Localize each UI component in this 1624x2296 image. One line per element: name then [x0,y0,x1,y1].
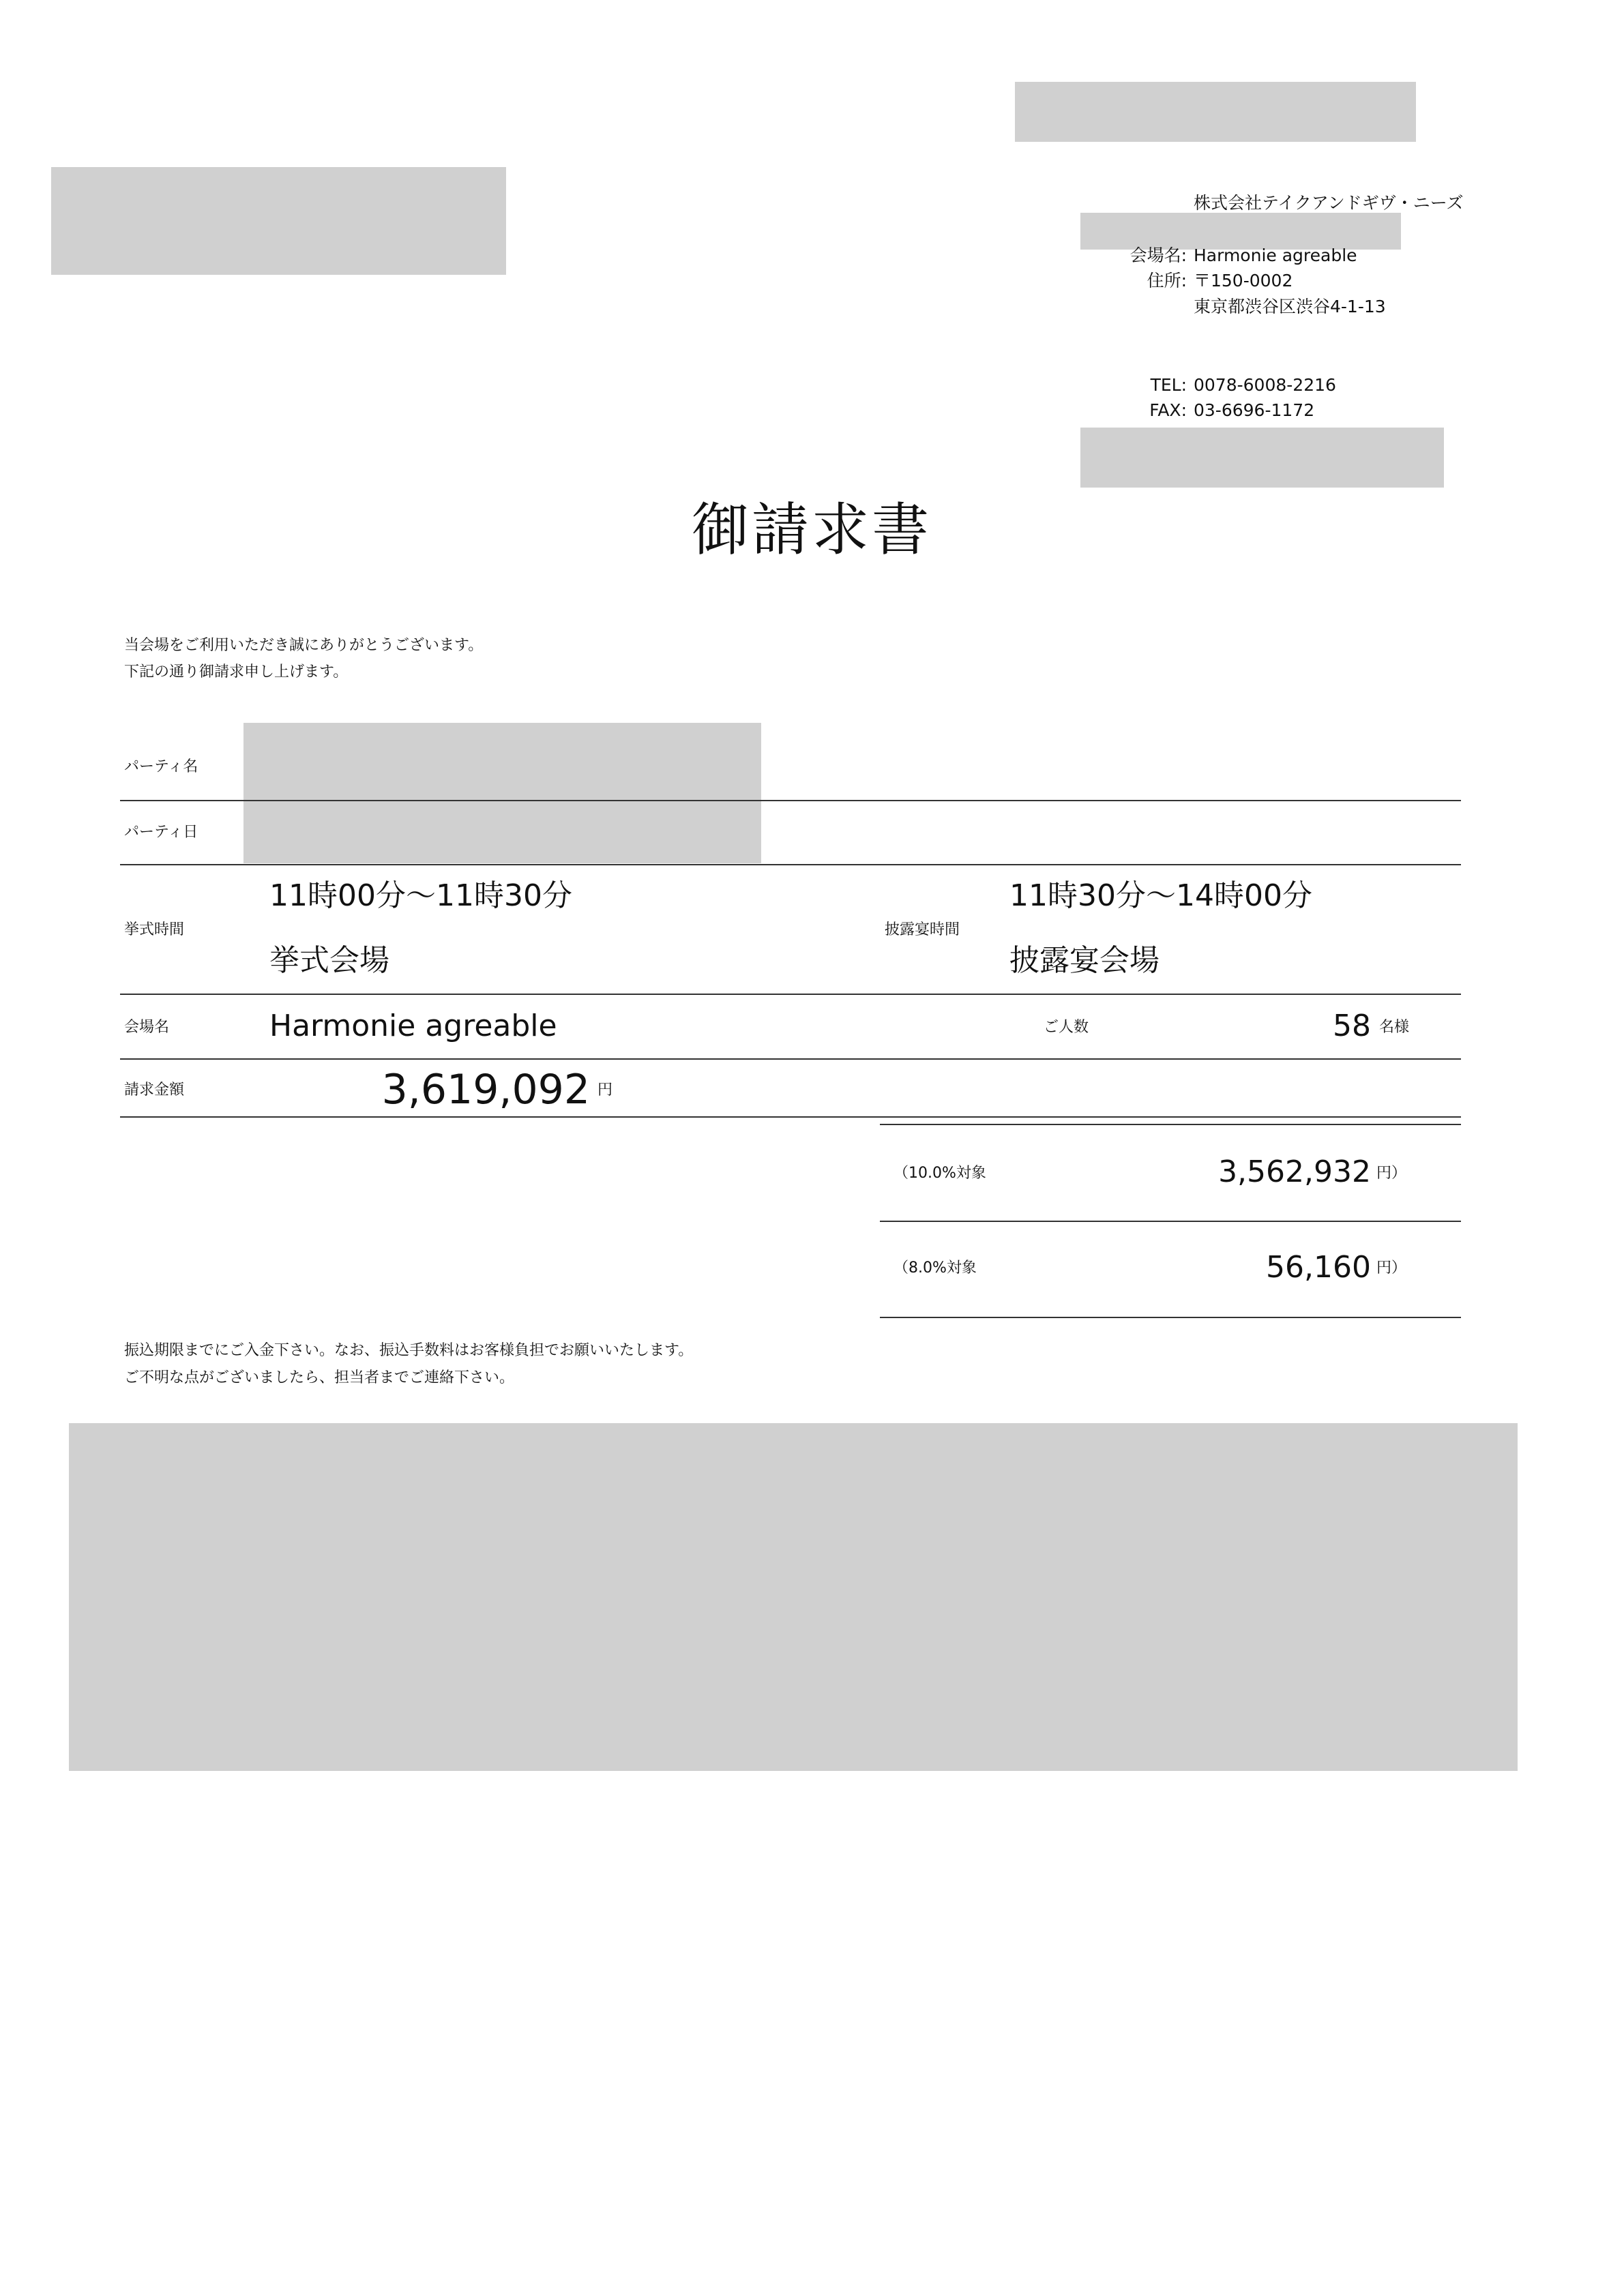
sender-address: 東京都渋谷区渋谷4-1-13 [1194,297,1386,316]
tax-8-label: （8.0%対象 [894,1259,977,1277]
ceremony-time-label: 挙式時間 [124,921,185,938]
amount-label: 請求金額 [124,1082,185,1099]
party-date-label: パーティ日 [124,824,198,841]
tax-10-unit: 円） [1376,1165,1407,1182]
tax-divider [880,1124,1461,1125]
redacted-block-top-right [1015,82,1416,142]
redacted-block-sender-bottom [1080,428,1444,488]
venue-label: 会場名 [124,1019,170,1036]
note-line-2: ご不明な点がございましたら、担当者までご連絡下さい。 [124,1369,515,1386]
table-divider [120,800,1461,801]
tax-divider [880,1221,1461,1222]
redacted-block-bottom [69,1423,1518,1771]
reception-time: 11時30分～14時00分 [1009,878,1312,913]
guests-value: 58 [1333,1009,1371,1043]
ceremony-time: 11時00分～11時30分 [269,878,572,913]
amount-unit: 円 [597,1082,613,1099]
table-divider [120,1058,1461,1060]
guests-unit: 名様 [1379,1019,1410,1036]
guests-label: ご人数 [1044,1019,1089,1036]
reception-place: 披露宴会場 [1009,943,1160,978]
venue-value: Harmonie agreable [269,1009,557,1043]
sender-company: 株式会社テイクアンドギヴ・ニーズ [1194,193,1464,213]
tax-divider [880,1317,1461,1318]
tax-8-value: 56,160 [1266,1250,1371,1285]
sender-tel-label: TEL: [1150,375,1187,395]
sender-fax-label: FAX: [1149,400,1187,420]
table-divider [120,864,1461,865]
sender-fax: 03-6696-1172 [1194,400,1315,420]
table-divider [120,1116,1461,1118]
redacted-block-sender-line [1080,213,1401,250]
sender-address-label: 住所: [1147,271,1187,290]
document-title: 御請求書 [691,496,932,563]
table-divider [120,994,1461,995]
note-line-1: 振込期限までにご入金下さい。なお、振込手数料はお客様負担でお願いいたします。 [124,1342,694,1359]
greeting-line-1: 当会場をご利用いただき誠にありがとうございます。 [124,637,484,654]
redacted-block-recipient [51,167,506,275]
tax-10-value: 3,562,932 [1218,1154,1371,1189]
greeting-line-2: 下記の通り御請求申し上げます。 [124,664,349,681]
tax-10-label: （10.0%対象 [894,1165,986,1182]
sender-venue-label: 会場名: [1130,245,1187,265]
reception-time-label: 披露宴時間 [885,921,960,938]
amount-value: 3,619,092 [381,1066,590,1114]
sender-postal: 〒150-0002 [1194,271,1293,290]
party-name-label: パーティ名 [124,758,198,775]
redacted-block-party-info [243,723,761,863]
sender-tel: 0078-6008-2216 [1194,375,1336,395]
tax-8-unit: 円） [1376,1259,1407,1277]
sender-venue-value: Harmonie agreable [1194,245,1357,265]
ceremony-place: 挙式会場 [269,943,389,978]
